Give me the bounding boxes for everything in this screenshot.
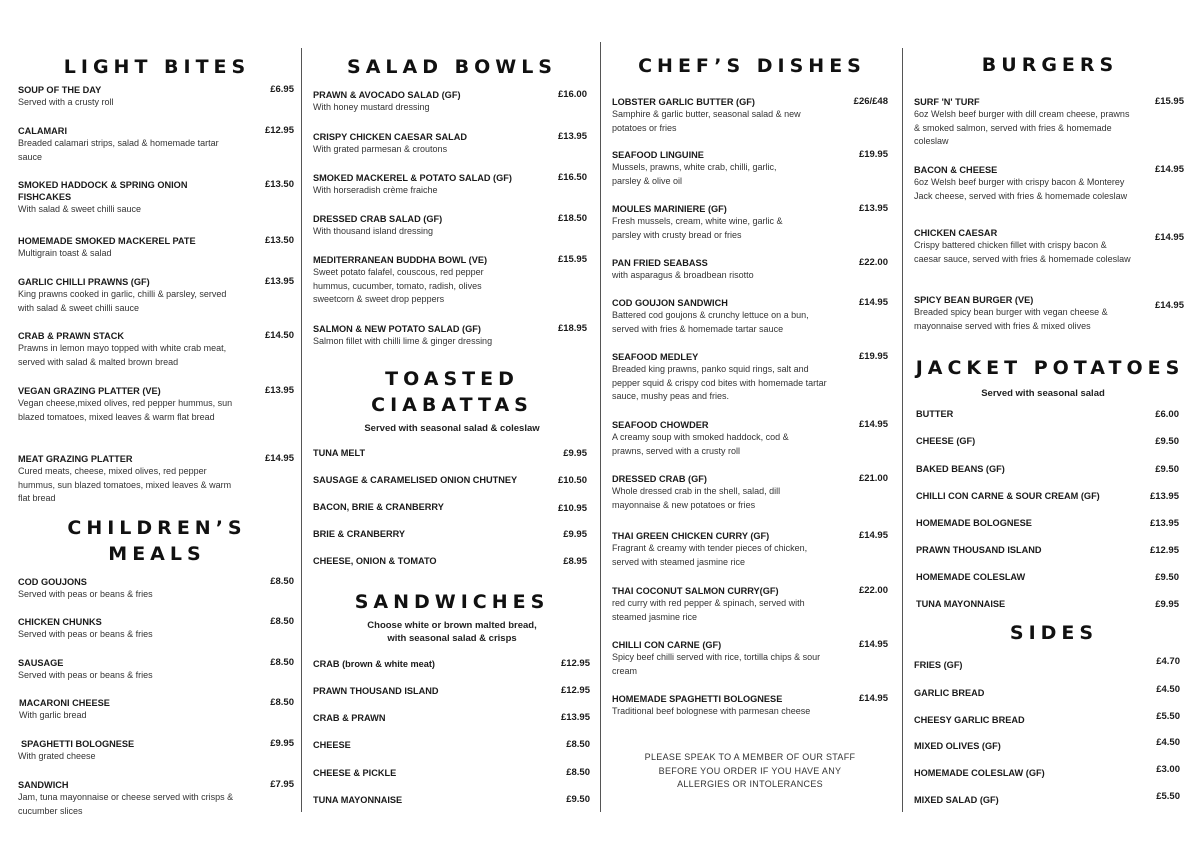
item-price: £21.00 — [858, 473, 888, 484]
item-name: SAUSAGE & CARAMELISED ONION CHUTNEY — [313, 475, 518, 485]
item-description: Spicy beef chilli served with rice, tortilla chips & sour cream — [612, 652, 821, 676]
item-name: SANDWICH — [18, 780, 69, 790]
item-price: £15.95 — [557, 254, 587, 265]
item-name: PRAWN THOUSAND ISLAND — [313, 686, 439, 696]
section-title-toasted-ciabattas — [310, 366, 594, 418]
item-price: £8.50 — [566, 767, 590, 778]
item-name: BUTTER — [916, 409, 954, 419]
menu-item — [18, 616, 294, 642]
item-name: CHILLI CON CARNE (GF) — [612, 640, 722, 650]
item-price: £13.95 — [858, 203, 888, 214]
item-name: SPICY BEAN BURGER (VE) — [914, 295, 1034, 305]
item-price: £9.95 — [270, 738, 294, 749]
item-name: HOMEMADE COLESLAW — [916, 572, 1026, 582]
item-price: £12.95 — [560, 685, 590, 696]
section-title-childrens-meals — [18, 515, 296, 567]
item-price: £3.00 — [1156, 764, 1180, 775]
item-name: VEGAN GRAZING PLATTER (VE) — [18, 386, 161, 396]
menu-item — [916, 544, 1179, 556]
section-title-burgers: BURGERS — [981, 54, 1119, 76]
item-name: MEDITERRANEAN BUDDHA BOWL (VE) — [313, 255, 488, 265]
menu-item — [916, 517, 1179, 529]
item-name: TUNA MELT — [313, 448, 366, 458]
item-description: red curry with red pepper & spinach, served with steamed jasmine rice — [612, 598, 805, 622]
menu-item — [18, 84, 294, 110]
section-title-line: CIABATTAS — [371, 394, 533, 416]
item-price: £9.95 — [563, 529, 587, 540]
menu-item — [313, 172, 587, 198]
item-name: THAI GREEN CHICKEN CURRY (GF) — [612, 531, 770, 541]
menu-item — [914, 227, 1184, 266]
item-description: With garlic bread — [19, 710, 87, 720]
item-description: Crispy battered chicken fillet with crispy bacon & caesar sauce, served with fries & homemade coleslaw — [914, 240, 1131, 264]
menu-item — [612, 351, 888, 404]
menu-item — [18, 330, 294, 369]
item-description: Mussels, prawns, white crab, chilli, garlic, parsley & olive oil — [612, 162, 777, 186]
menu-item — [18, 576, 294, 602]
item-price: £9.95 — [1155, 599, 1179, 610]
item-description: Fragrant & creamy with tender pieces of chicken, served with steamed jasmine rice — [612, 543, 808, 567]
item-description: Breaded spicy bean burger with vegan cheese & mayonnaise served with fries & mixed olives — [914, 307, 1108, 331]
item-price: £18.50 — [557, 213, 587, 224]
item-description: with asparagus & broadbean risotto — [612, 270, 754, 280]
menu-item — [914, 164, 1184, 203]
item-name: HOMEMADE SPAGHETTI BOLOGNESE — [612, 694, 783, 704]
column-divider-1 — [301, 48, 302, 812]
section-title-sandwiches: SANDWICHES — [354, 591, 550, 613]
item-price: £12.95 — [560, 658, 590, 669]
item-name: GARLIC BREAD — [914, 688, 985, 698]
item-price: £9.50 — [1155, 572, 1179, 583]
item-name: CRISPY CHICKEN CAESAR SALAD — [313, 132, 467, 142]
item-name: CHILLI CON CARNE & SOUR CREAM (GF) — [916, 491, 1100, 501]
item-description: Sweet potato falafel, couscous, red pepper hummus, cucumber, tomato, radish, olives sweetcorn & sweet drop peppers — [313, 267, 484, 304]
item-price: £9.50 — [566, 794, 590, 805]
item-name: MACARONI CHEESE — [19, 698, 110, 708]
menu-item — [916, 598, 1179, 610]
item-description: Served with peas or beans & fries — [18, 629, 153, 639]
item-description: Jam, tuna mayonnaise or cheese served with crisps & cucumber slices — [18, 792, 234, 816]
item-price: £14.95 — [264, 453, 294, 464]
item-price: £15.95 — [1154, 96, 1184, 107]
item-name: DRESSED CRAB (GF) — [612, 474, 707, 484]
item-description: Whole dressed crab in the shell, salad, dill mayonnaise & new potatoes or fries — [612, 486, 781, 510]
menu-item — [612, 639, 888, 678]
item-description: Traditional beef bolognese with parmesan cheese — [612, 706, 811, 716]
menu-item — [914, 294, 1184, 333]
item-price: £4.50 — [1156, 737, 1180, 748]
item-name: CRAB & PRAWN STACK — [18, 331, 124, 341]
item-name: SOUP OF THE DAY — [18, 85, 102, 95]
menu-item — [18, 276, 294, 315]
item-description: Served with a crusty roll — [18, 97, 114, 107]
section-title-sides: SIDES — [1009, 622, 1099, 644]
column-divider-2 — [600, 42, 601, 812]
menu-item — [916, 463, 1179, 475]
item-name: THAI COCONUT SALMON CURRY(GF) — [612, 586, 779, 596]
menu-item — [18, 453, 294, 506]
item-description: With salad & sweet chilli sauce — [18, 204, 142, 214]
item-description: With thousand island dressing — [313, 226, 434, 236]
item-name: HOMEMADE SMOKED MACKEREL PATE — [18, 236, 196, 246]
item-name: SEAFOOD LINGUINE — [612, 150, 704, 160]
menu-item — [914, 656, 1180, 671]
item-price: £14.95 — [1154, 164, 1184, 175]
item-price: £14.95 — [858, 419, 888, 430]
item-name: PRAWN & AVOCADO SALAD (GF) — [313, 90, 461, 100]
item-description: Prawns in lemon mayo topped with white crab meat, served with salad & malted brown bread — [18, 343, 227, 367]
item-price: £6.00 — [1155, 409, 1179, 420]
item-price: £12.95 — [264, 125, 294, 136]
item-name: COD GOUJON SANDWICH — [612, 298, 728, 308]
menu-item — [313, 474, 587, 486]
menu-item — [612, 530, 888, 569]
item-description: With horseradish crème fraiche — [313, 185, 438, 195]
item-name: BRIE & CRANBERRY — [313, 529, 406, 539]
item-price: £4.50 — [1156, 684, 1180, 695]
section-subtitle — [310, 619, 594, 645]
menu-item — [914, 737, 1180, 752]
item-price: £26/£48 — [853, 96, 888, 107]
item-price: £13.95 — [264, 276, 294, 287]
item-name: CHEESY GARLIC BREAD — [914, 715, 1025, 725]
item-price: £18.95 — [557, 323, 587, 334]
item-description: Multigrain toast & salad — [18, 248, 112, 258]
menu-item — [914, 711, 1180, 726]
menu-item — [18, 779, 294, 818]
item-description: 6oz Welsh beef burger with crispy bacon & Monterey Jack cheese, served with fries & homemade coleslaw — [914, 177, 1128, 201]
item-price: £12.95 — [1149, 545, 1179, 556]
item-description: Cured meats, cheese, mixed olives, red pepper hummus, sun blazed tomatoes, mixed leaves & warm flat bread — [18, 466, 232, 503]
item-description: With grated parmesan & croutons — [313, 144, 448, 154]
item-name: SMOKED MACKEREL & POTATO SALAD (GF) — [313, 173, 512, 183]
item-price: £13.95 — [264, 385, 294, 396]
item-name: SEAFOOD CHOWDER — [612, 420, 709, 430]
item-price: £14.95 — [858, 693, 888, 704]
item-name: GARLIC CHILLI PRAWNS (GF) — [18, 277, 150, 287]
item-name: MIXED OLIVES (GF) — [914, 741, 1001, 751]
item-price: £14.95 — [1154, 300, 1184, 311]
menu-item — [313, 254, 587, 307]
section-title-line: TOASTED — [385, 368, 519, 390]
item-price: £13.95 — [557, 131, 587, 142]
item-description: Breaded king prawns, panko squid rings, salt and pepper squid & crispy cod bites with homemade tartar sauce, mushy peas and fries. — [612, 364, 827, 401]
item-name: SPAGHETTI BOLOGNESE — [21, 739, 135, 749]
subtitle-line: with seasonal salad & crisps — [387, 633, 517, 644]
item-name: CHICKEN CAESAR — [914, 228, 998, 238]
item-price: £8.50 — [566, 739, 590, 750]
item-price: £13.95 — [1149, 491, 1179, 502]
allergy-notice — [612, 751, 888, 792]
item-price: £9.50 — [1155, 436, 1179, 447]
menu-item — [612, 473, 888, 512]
item-price: £16.00 — [557, 89, 587, 100]
section-title-chefs-dishes: CHEF’S DISHES — [638, 55, 866, 77]
allergy-notice-line: PLEASE SPEAK TO A MEMBER OF OUR STAFF — [644, 752, 856, 762]
menu-item — [914, 791, 1180, 806]
section-title-light-bites: LIGHT BITES — [63, 56, 251, 78]
menu-item — [914, 684, 1180, 699]
section-subtitle: Served with seasonal salad & coleslaw — [364, 423, 540, 434]
item-name: MOULES MARINIERE (GF) — [612, 204, 727, 214]
menu-item — [916, 571, 1179, 583]
item-price: £7.95 — [270, 779, 294, 790]
menu-item — [313, 767, 590, 779]
menu-item — [313, 555, 587, 567]
item-name: LOBSTER GARLIC BUTTER (GF) — [612, 97, 755, 107]
menu-item — [916, 490, 1179, 502]
item-name: CHEESE — [313, 740, 351, 750]
item-price: £10.95 — [557, 503, 587, 514]
item-name: SURF 'N' TURF — [914, 97, 980, 107]
item-price: £8.50 — [270, 697, 294, 708]
menu-item — [18, 738, 294, 764]
menu-item — [313, 501, 587, 513]
item-name: FRIES (GF) — [914, 660, 963, 670]
menu-item — [612, 297, 888, 336]
item-price: £16.50 — [557, 172, 587, 183]
item-description: Breaded calamari strips, salad & homemade tartar sauce — [18, 138, 219, 162]
item-price: £14.95 — [858, 639, 888, 650]
menu-item — [18, 179, 294, 217]
item-name: SEAFOOD MEDLEY — [612, 352, 699, 362]
menu-item — [313, 685, 590, 697]
item-description: Fresh mussels, cream, white wine, garlic & parsley with crusty bread or fries — [612, 216, 783, 240]
item-name: DRESSED CRAB SALAD (GF) — [313, 214, 443, 224]
item-price: £8.95 — [563, 556, 587, 567]
item-name: HOMEMADE BOLOGNESE — [916, 518, 1032, 528]
section-title-jacket-potatoes: JACKET POTATOES — [915, 357, 1185, 379]
item-name: BACON, BRIE & CRANBERRY — [313, 502, 444, 512]
item-description: Salmon fillet with chilli lime & ginger dressing — [313, 336, 493, 346]
menu-item — [612, 203, 888, 242]
item-price: £8.50 — [270, 657, 294, 668]
item-price: £13.95 — [1149, 518, 1179, 529]
item-name: HOMEMADE COLESLAW (GF) — [914, 768, 1045, 778]
menu-item — [19, 697, 294, 723]
item-name: CHEESE & PICKLE — [313, 768, 397, 778]
menu-item — [612, 419, 888, 458]
item-description: Battered cod goujons & crunchy lettuce on a bun, served with fries & homemade tartar sauce — [612, 310, 809, 334]
menu-item — [18, 125, 294, 164]
item-price: £10.50 — [557, 475, 587, 486]
item-price: £14.95 — [1154, 232, 1184, 243]
menu-item — [914, 96, 1184, 149]
item-description: With grated cheese — [18, 751, 96, 761]
item-price: £8.50 — [270, 576, 294, 587]
item-price: £22.00 — [858, 585, 888, 596]
menu-item — [612, 149, 888, 188]
item-name: CHEESE (GF) — [916, 436, 976, 446]
item-description: Vegan cheese,mixed olives, red pepper hummus, sun blazed tomatoes, mixed leaves & warm flat bread — [18, 398, 233, 422]
item-name: MEAT GRAZING PLATTER — [18, 454, 133, 464]
item-price: £14.95 — [858, 530, 888, 541]
item-description: With honey mustard dressing — [313, 102, 430, 112]
section-title-line: MEALS — [108, 543, 206, 565]
item-name: CRAB (brown & white meat) — [313, 659, 435, 669]
item-name: CRAB & PRAWN — [313, 713, 386, 723]
item-price: £13.95 — [560, 712, 590, 723]
allergy-notice-line: BEFORE YOU ORDER IF YOU HAVE ANY — [658, 765, 842, 776]
item-price: £13.50 — [264, 235, 294, 246]
column-divider-3 — [902, 48, 903, 812]
item-name: BAKED BEANS (GF) — [916, 464, 1005, 474]
item-description: Served with peas or beans & fries — [18, 589, 153, 599]
menu-item — [313, 739, 590, 751]
item-price: £14.95 — [858, 297, 888, 308]
item-name: PRAWN THOUSAND ISLAND — [916, 545, 1042, 555]
menu-item — [313, 131, 587, 157]
menu-item — [612, 585, 888, 624]
item-description: A creamy soup with smoked haddock, cod & prawns, served with a crusty roll — [612, 432, 789, 456]
item-name: MIXED SALAD (GF) — [914, 795, 999, 805]
item-name: BACON & CHEESE — [914, 165, 998, 175]
item-price: £9.50 — [1155, 464, 1179, 475]
item-name: COD GOUJONS — [18, 577, 87, 587]
menu-item — [914, 764, 1180, 779]
item-description: Served with peas or beans & fries — [18, 670, 153, 680]
item-name: CHEESE, ONION & TOMATO — [313, 556, 437, 566]
menu-item — [313, 213, 587, 239]
item-price: £22.00 — [858, 257, 888, 268]
item-name: CHICKEN CHUNKS — [18, 617, 102, 627]
menu-item — [313, 658, 590, 670]
menu-item — [916, 408, 1179, 420]
menu-item — [612, 257, 888, 283]
menu-item — [916, 435, 1179, 447]
item-description: 6oz Welsh beef burger with dill cream cheese, prawns & smoked salmon, served with fries & homemade coleslaw — [914, 109, 1130, 146]
item-name: TUNA MAYONNAISE — [916, 599, 1006, 609]
item-name: SMOKED HADDOCK & SPRING ONION FISHCAKES — [18, 180, 188, 202]
item-price: £9.95 — [563, 448, 587, 459]
menu-item — [313, 794, 590, 806]
item-price: £19.95 — [858, 351, 888, 362]
item-name: PAN FRIED SEABASS — [612, 258, 708, 268]
menu-item — [313, 528, 587, 540]
item-price: £19.95 — [858, 149, 888, 160]
section-title-salad-bowls: SALAD BOWLS — [347, 56, 557, 78]
item-description: King prawns cooked in garlic, chilli & parsley, served with salad & sweet chilli sauce — [18, 289, 227, 313]
subtitle-line: Choose white or brown malted bread, — [367, 620, 537, 631]
menu-item — [18, 385, 294, 424]
menu-item — [612, 693, 888, 719]
item-price: £5.50 — [1156, 711, 1180, 722]
item-price: £6.95 — [270, 84, 294, 95]
menu-item — [18, 657, 294, 683]
item-name: CALAMARI — [18, 126, 67, 136]
item-price: £13.50 — [264, 179, 294, 190]
item-price: £4.70 — [1156, 656, 1180, 667]
section-title-line: CHILDREN’S — [67, 517, 247, 539]
item-name: TUNA MAYONNAISE — [313, 795, 403, 805]
menu-item — [313, 712, 590, 724]
menu-item — [313, 447, 587, 459]
menu-item — [18, 235, 294, 261]
menu-item — [313, 89, 587, 115]
item-price: £8.50 — [270, 616, 294, 627]
item-name: SALMON & NEW POTATO SALAD (GF) — [313, 324, 481, 334]
item-name: SAUSAGE — [18, 658, 64, 668]
item-description: Samphire & garlic butter, seasonal salad & new potatoes or fries — [612, 109, 801, 133]
item-price: £5.50 — [1156, 791, 1180, 802]
item-price: £14.50 — [264, 330, 294, 341]
menu-item — [313, 323, 587, 349]
menu-item — [612, 96, 888, 135]
allergy-notice-line: ALLERGIES OR INTOLERANCES — [677, 779, 823, 789]
section-subtitle: Served with seasonal salad — [981, 388, 1105, 399]
